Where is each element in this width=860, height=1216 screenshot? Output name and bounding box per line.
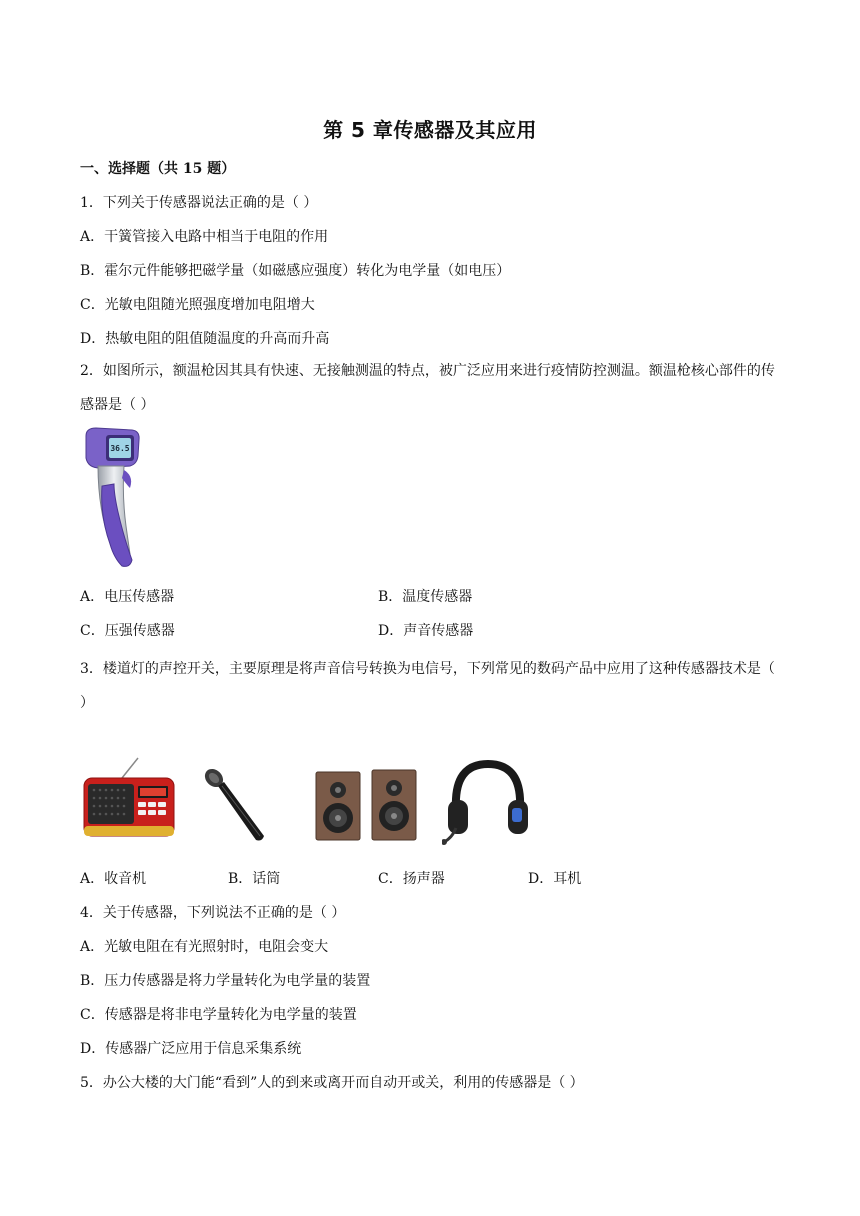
question-1-option-b: B．霍尔元件能够把磁学量（如磁感应强度）转化为电学量（如电压） <box>80 263 511 279</box>
question-2-stem: 2．如图所示，额温枪因其具有快速、无接触测温的特点，被广泛应用来进行疫情防控测温。额温枪核心部件的传感器是（ ） <box>80 363 775 413</box>
question-4-stem: 4．关于传感器，下列说法不正确的是（ ） <box>80 905 346 921</box>
question-4-option-a: A．光敏电阻在有光照射时，电阻会变大 <box>80 939 329 955</box>
thermometer-display-text: 36.5 <box>110 444 130 453</box>
question-3-stem: 3．楼道灯的声控开关，主要原理是将声音信号转换为电信号，下列常见的数码产品中应用了这种传感器技术是（ ） <box>80 661 775 711</box>
question-4-option-b: B．压力传感器是将力学量转化为电学量的装置 <box>80 973 371 989</box>
question-3-option-d: D．耳机 <box>528 871 582 887</box>
question-2-option-a: A．电压传感器 <box>80 589 175 605</box>
question-4-option-d: D．传感器广泛应用于信息采集系统 <box>80 1041 302 1057</box>
section-heading: 一、选择题（共 15 题） <box>80 161 236 177</box>
question-2-option-b: B．温度传感器 <box>378 589 473 605</box>
question-4-option-c: C．传感器是将非电学量转化为电学量的装置 <box>80 1007 357 1023</box>
question-3-option-c: C．扬声器 <box>378 871 445 887</box>
question-5-stem: 5．办公大楼的大门能“看到”人的到来或离开而自动开或关，利用的传感器是（ ） <box>80 1075 584 1091</box>
speaker-image <box>314 768 420 844</box>
question-1-stem: 1．下列关于传感器说法正确的是（ ） <box>80 195 318 211</box>
radio-image <box>80 756 176 840</box>
question-3-option-b: B．话筒 <box>228 871 281 887</box>
question-3-option-a: A．收音机 <box>80 871 147 887</box>
thermometer-gun-image <box>80 426 142 570</box>
question-2-option-d: D．声音传感器 <box>378 623 474 639</box>
question-1-option-d: D．热敏电阻的阻值随温度的升高而升高 <box>80 331 330 347</box>
question-2-option-c: C．压强传感器 <box>80 623 175 639</box>
microphone-image <box>200 766 270 846</box>
question-1-option-a: A．干簧管接入电路中相当于电阻的作用 <box>80 229 329 245</box>
page-title: 第 5 章传感器及其应用 <box>323 118 537 142</box>
question-1-option-c: C．光敏电阻随光照强度增加电阻增大 <box>80 297 315 313</box>
headphones-image <box>442 758 532 846</box>
